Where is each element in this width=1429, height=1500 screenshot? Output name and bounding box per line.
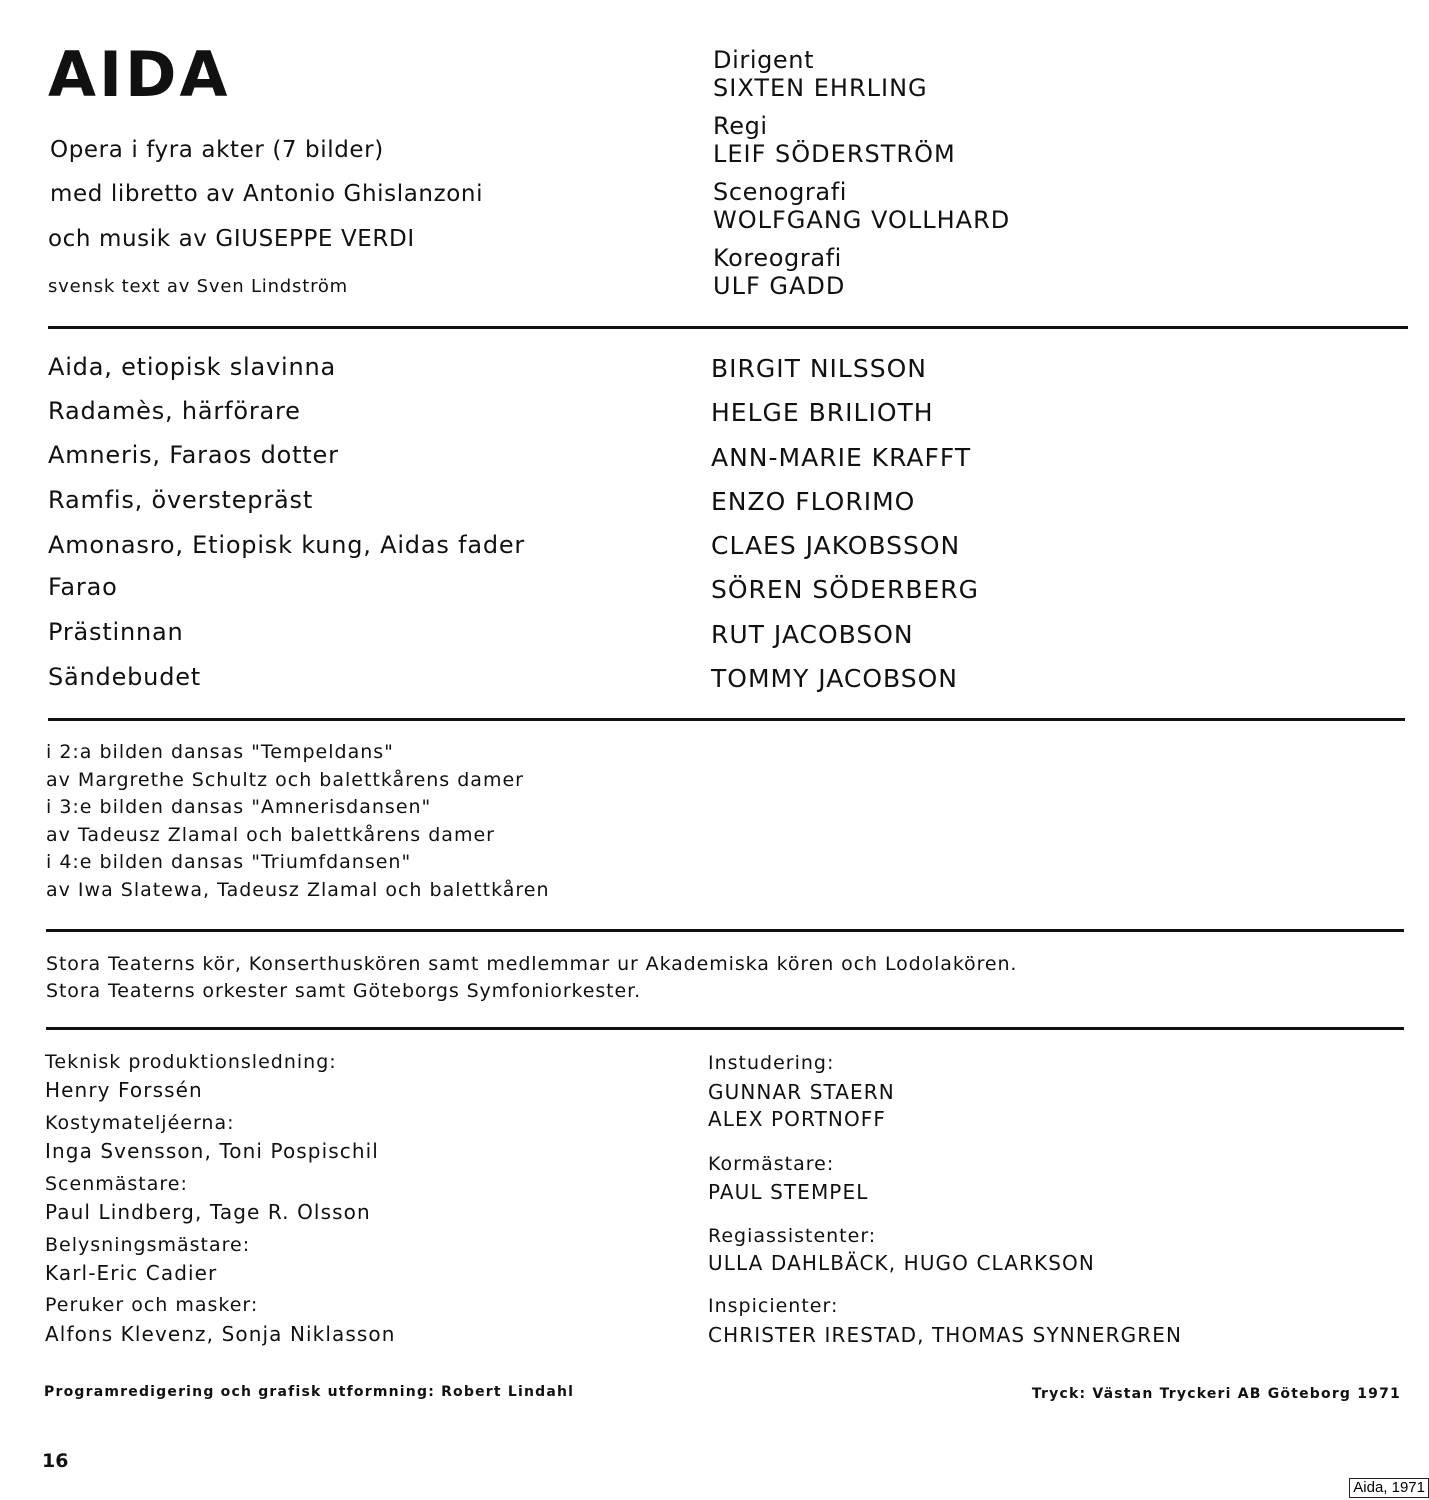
dance-note: i 3:e bilden dansas "Amnerisdansen" (46, 796, 432, 818)
staff-name: CHRISTER IRESTAD, THOMAS SYNNERGREN (708, 1323, 1183, 1347)
dance-note: av Iwa Slatewa, Tadeusz Zlamal och balettkåren (46, 879, 550, 901)
cast-singer: ANN-MARIE KRAFFT (711, 443, 972, 472)
cast-singer: HELGE BRILIOTH (711, 398, 934, 427)
staff-name: Karl-Eric Cadier (45, 1261, 218, 1285)
staff-label: Belysningsmästare: (45, 1234, 251, 1256)
cast-singer: SÖREN SÖDERBERG (711, 575, 980, 604)
printer-credit: Tryck: Västan Tryckeri AB Göteborg 1971 (1031, 1386, 1401, 1402)
dance-note: i 2:a bilden dansas "Tempeldans" (46, 741, 394, 763)
cast-role: Amonasro, Etiopisk kung, Aidas fader (48, 531, 526, 559)
staff-name: Inga Svensson, Toni Pospischil (45, 1139, 379, 1163)
staff-name: Henry Forssén (45, 1078, 203, 1102)
staff-label: Instudering: (708, 1052, 835, 1074)
credit-label: Regi (713, 112, 768, 140)
staff-name: ALEX PORTNOFF (708, 1107, 886, 1131)
staff-label: Regiassistenter: (708, 1225, 877, 1247)
credit-name: LEIF SÖDERSTRÖM (713, 140, 956, 168)
translation-credit: svensk text av Sven Lindström (48, 276, 349, 297)
section-divider (48, 718, 1405, 721)
cast-role: Ramfis, överstepräst (48, 486, 314, 514)
cast-singer: CLAES JAKOBSSON (711, 531, 961, 560)
subtitle-line: med libretto av Antonio Ghislanzoni (50, 181, 484, 207)
credit-label: Koreografi (713, 244, 842, 272)
staff-name: GUNNAR STAERN (708, 1080, 895, 1104)
credit-name: ULF GADD (713, 272, 846, 300)
cast-singer: RUT JACOBSON (711, 620, 914, 649)
cast-role: Amneris, Faraos dotter (48, 441, 339, 469)
dance-note: i 4:e bilden dansas "Triumfdansen" (46, 851, 412, 873)
subtitle-line: och musik av GIUSEPPE VERDI (48, 226, 415, 252)
section-divider (46, 929, 1404, 932)
cast-role: Aida, etiopisk slavinna (48, 353, 337, 381)
staff-name: Alfons Klevenz, Sonja Niklasson (45, 1322, 396, 1346)
dance-note: av Tadeusz Zlamal och balettkårens damer (46, 824, 495, 846)
page-title: AIDA (48, 38, 231, 111)
credit-name: WOLFGANG VOLLHARD (713, 206, 1011, 234)
credit-name: SIXTEN EHRLING (713, 74, 928, 102)
cast-role: Prästinnan (48, 618, 184, 646)
page-number: 16 (42, 1450, 69, 1472)
staff-label: Inspicienter: (708, 1295, 839, 1317)
credit-label: Scenografi (713, 178, 848, 206)
credit-label: Dirigent (713, 46, 815, 74)
archive-label: Aida, 1971 (1349, 1478, 1429, 1498)
staff-label: Peruker och masker: (45, 1294, 259, 1316)
staff-label: Kostymateljéerna: (45, 1112, 235, 1134)
section-divider (48, 326, 1408, 329)
staff-label: Teknisk produktionsledning: (45, 1051, 337, 1073)
cast-role: Sändebudet (48, 663, 202, 691)
subtitle-line: Opera i fyra akter (7 bilder) (50, 137, 384, 163)
staff-label: Scenmästare: (45, 1173, 188, 1195)
cast-singer: ENZO FLORIMO (711, 487, 916, 516)
ensemble-line: Stora Teaterns orkester samt Göteborgs Symfoniorkester. (46, 980, 642, 1002)
cast-singer: BIRGIT NILSSON (711, 354, 927, 383)
ensemble-line: Stora Teaterns kör, Konserthuskören samt medlemmar ur Akademiska kören och Lodolakören. (46, 953, 1018, 975)
cast-role: Radamès, härförare (48, 397, 301, 425)
staff-name: ULLA DAHLBÄCK, HUGO CLARKSON (708, 1251, 1095, 1275)
editor-credit: Programredigering och grafisk utformning: Robert Lindahl (44, 1384, 575, 1400)
cast-singer: TOMMY JACOBSON (711, 664, 958, 693)
staff-label: Kormästare: (708, 1153, 835, 1175)
staff-name: PAUL STEMPEL (708, 1180, 869, 1204)
dance-note: av Margrethe Schultz och balettkårens damer (46, 769, 524, 791)
cast-role: Farao (48, 573, 118, 601)
section-divider (46, 1027, 1404, 1030)
staff-name: Paul Lindberg, Tage R. Olsson (45, 1200, 371, 1224)
